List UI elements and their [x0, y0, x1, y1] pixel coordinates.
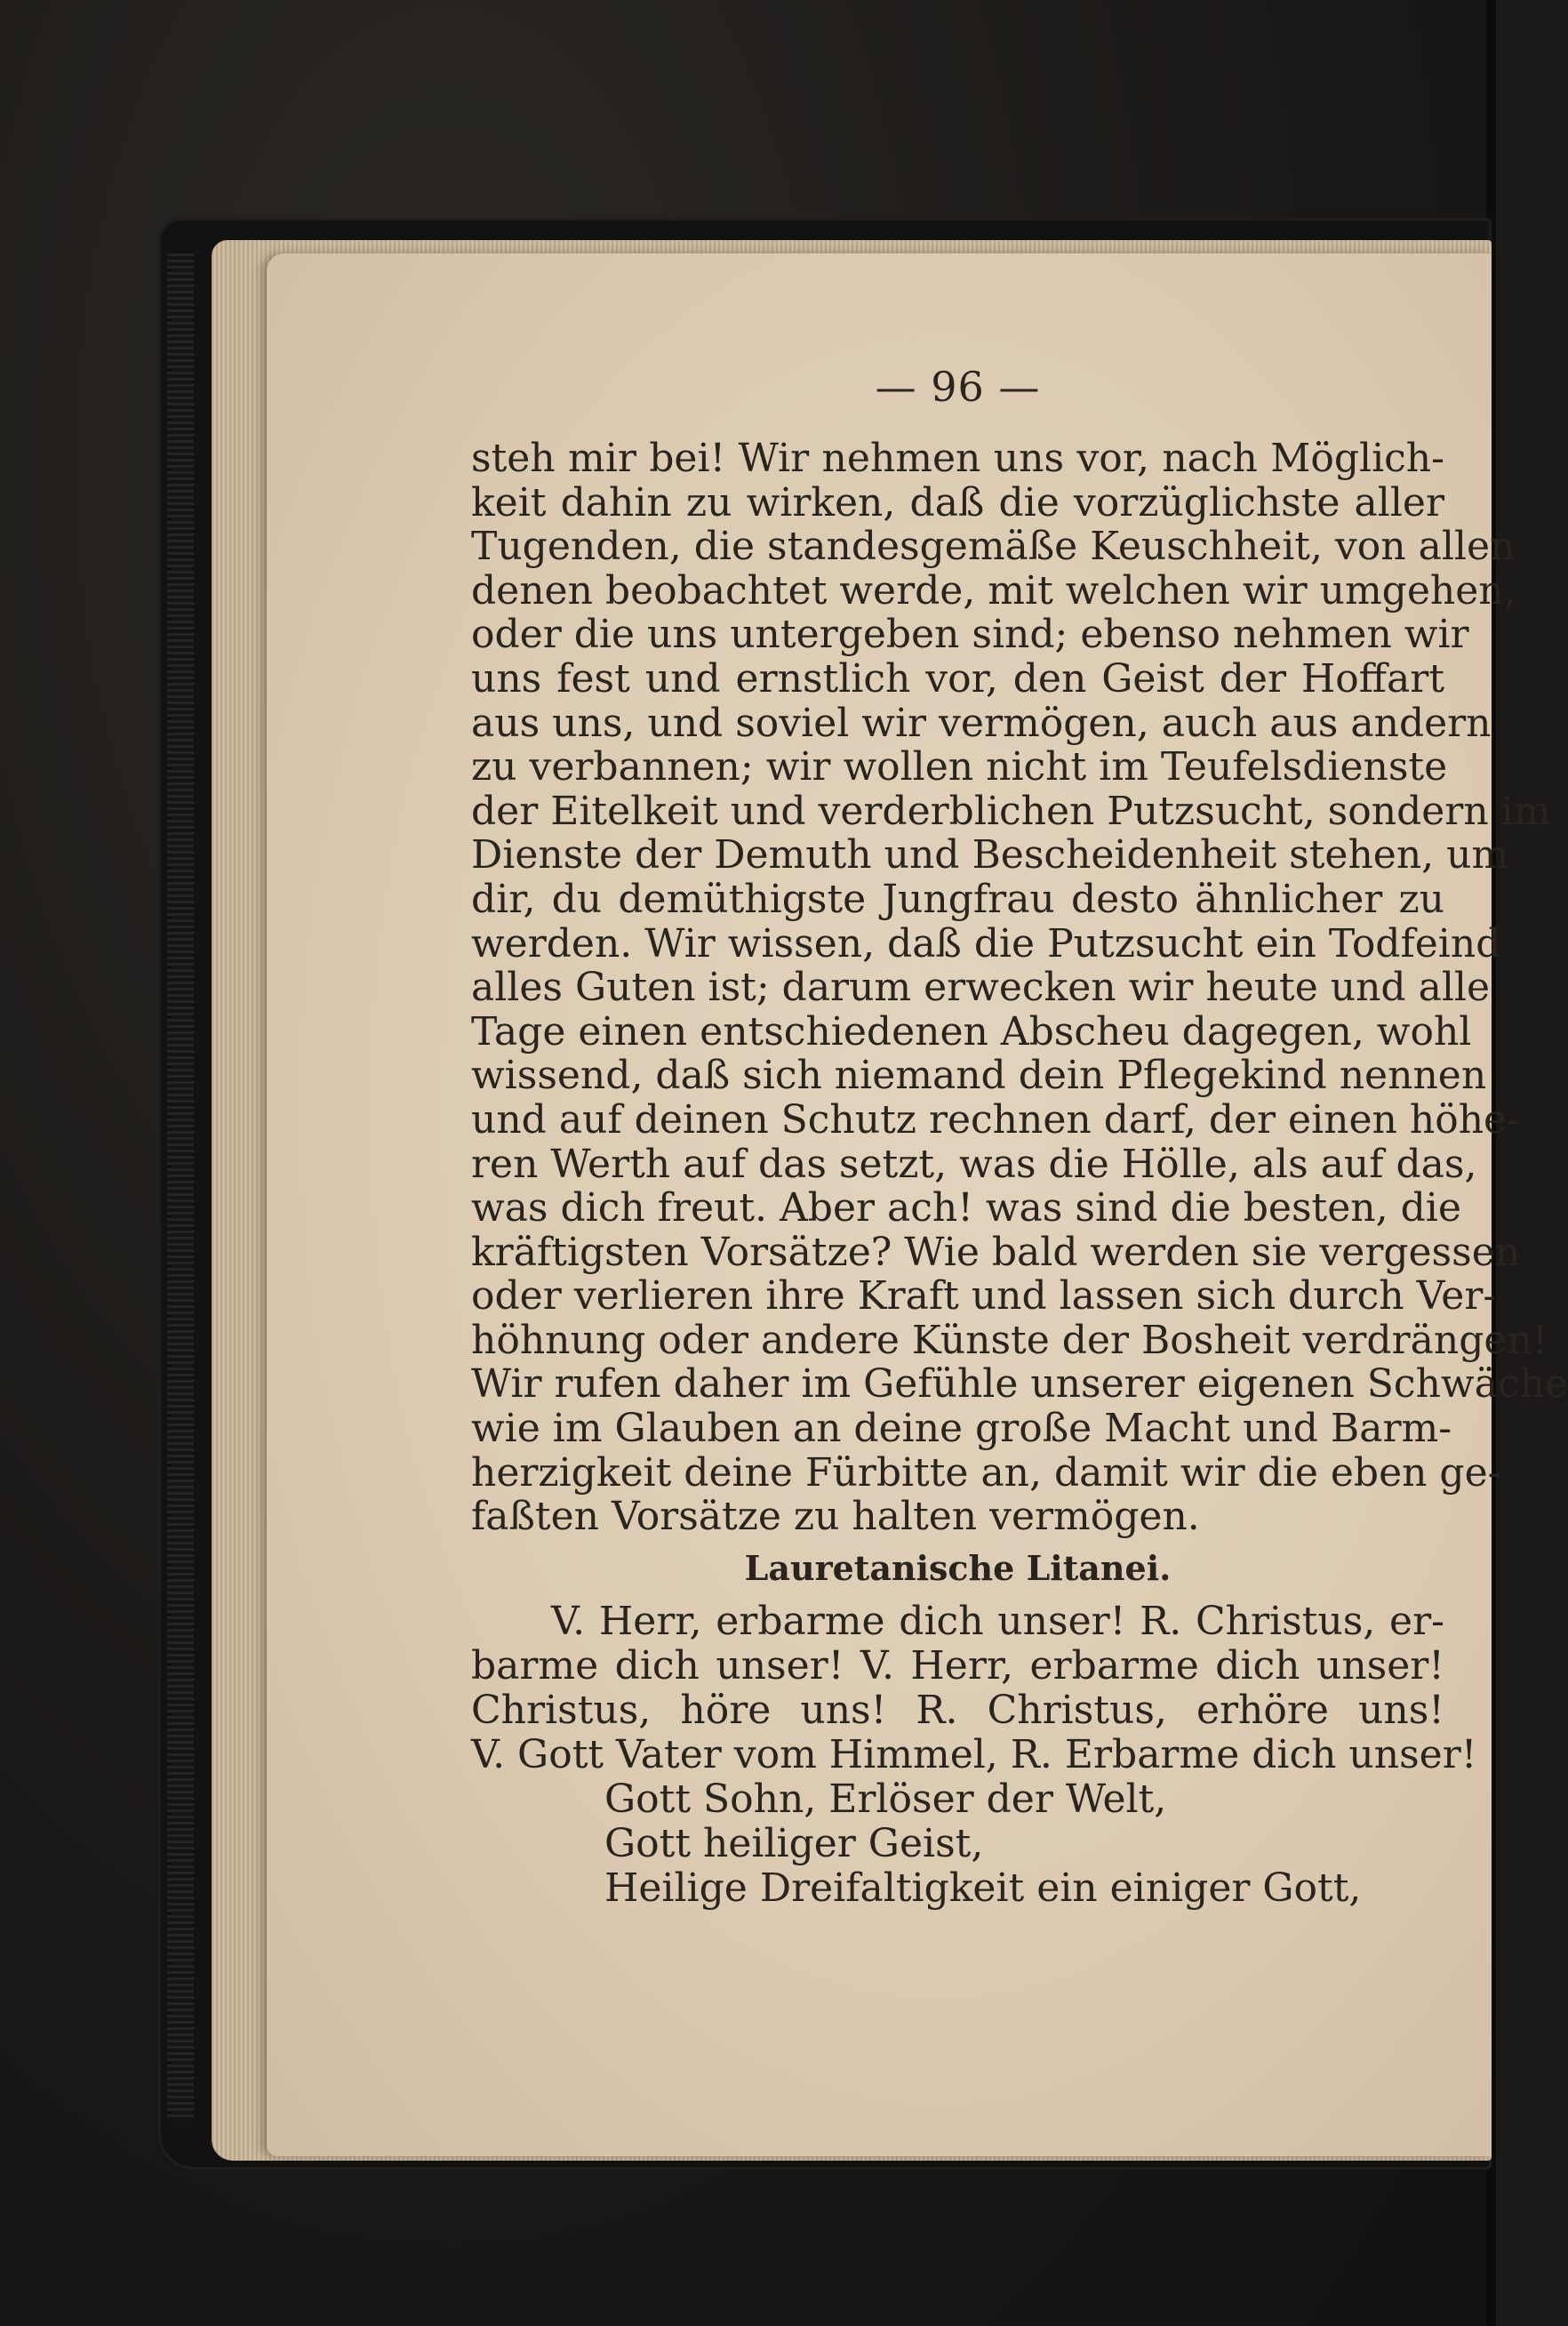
- text-line: Gott Sohn, Erlöser der Welt,: [604, 1776, 1167, 1822]
- book-page: [267, 253, 1568, 2156]
- text-line: keit dahin zu wirken, daß die vorzüglichste aller: [471, 479, 1444, 525]
- text-line: Tage einen entschiedenen Abscheu dagegen, wohl: [471, 1008, 1472, 1055]
- text-line: alles Guten ist; darum erwecken wir heute und alle: [471, 965, 1490, 1011]
- text-line: oder die uns untergeben sind; ebenso nehmen wir: [471, 612, 1469, 658]
- text-line: wissend, daß sich niemand dein Pflegekind nennen: [471, 1053, 1487, 1099]
- text-line: V. Herr, erbarme dich unser! R. Christus, er-: [551, 1598, 1444, 1644]
- text-line: Gott heiliger Geist,: [604, 1820, 984, 1866]
- page-number: — 96 —: [875, 363, 1041, 411]
- text-line: werden. Wir wissen, daß die Putzsucht ein Todfeind: [471, 920, 1501, 966]
- text-line: Dienste der Demuth und Bescheidenheit stehen, um: [471, 832, 1509, 878]
- text-line: aus uns, und soviel wir vermögen, auch aus andern: [471, 700, 1492, 746]
- text-line: Heilige Dreifaltigkeit ein einiger Gott,: [604, 1865, 1362, 1911]
- text-line: zu verbannen; wir wollen nicht im Teufelsdienste: [471, 744, 1448, 790]
- text-line: höhnung oder andere Künste der Bosheit verdrängen!: [471, 1317, 1548, 1363]
- text-line: faßten Vorsätze zu halten vermögen.: [471, 1494, 1200, 1540]
- text-line: Christus, höre uns! R. Christus, erhöre uns!: [471, 1687, 1444, 1733]
- text-line: denen beobachtet werde, mit welchen wir umgehen,: [471, 567, 1516, 614]
- litany-invocations: [471, 1777, 1444, 1911]
- text-line: herzigkeit deine Fürbitte an, damit wir die eben ge-: [471, 1449, 1501, 1496]
- text-line: dir, du demüthigste Jungfrau desto ähnlicher zu: [471, 876, 1444, 922]
- text-line: der Eitelkeit und verderblichen Putzsucht, sondern im: [471, 788, 1551, 834]
- text-block: [471, 360, 1568, 1911]
- prayer-paragraph: [471, 436, 1568, 1540]
- text-line: kräftigsten Vorsätze? Wie bald werden sie vergessen: [471, 1229, 1521, 1275]
- text-line: Tugenden, die standesgemäße Keuschheit, von allen: [471, 524, 1516, 570]
- text-line: barme dich unser! V. Herr, erbarme dich unser!: [471, 1642, 1444, 1688]
- text-line: was dich freut. Aber ach! was sind die besten, die: [471, 1185, 1461, 1231]
- text-line: wie im Glauben an deine große Macht und Barm-: [471, 1406, 1452, 1452]
- text-line: Wir rufen daher im Gefühle unserer eigenen Schwäche: [471, 1361, 1568, 1408]
- text-line: uns fest und ernstlich vor, den Geist der Hoffart: [471, 655, 1444, 702]
- section-heading: Lauretanische Litanei.: [744, 1547, 1172, 1588]
- text-line: V. Gott Vater vom Himmel, R. Erbarme dich unser!: [471, 1731, 1477, 1777]
- litany-verses: [471, 1598, 1477, 1777]
- text-line: und auf deinen Schutz rechnen darf, der einen höhe-: [471, 1096, 1520, 1143]
- text-line: ren Werth auf das setzt, was die Hölle, als auf das,: [471, 1141, 1477, 1187]
- text-line: steh mir bei! Wir nehmen uns vor, nach Möglich-: [471, 436, 1444, 481]
- text-line: oder verlieren ihre Kraft und lassen sich durch Ver-: [471, 1273, 1497, 1319]
